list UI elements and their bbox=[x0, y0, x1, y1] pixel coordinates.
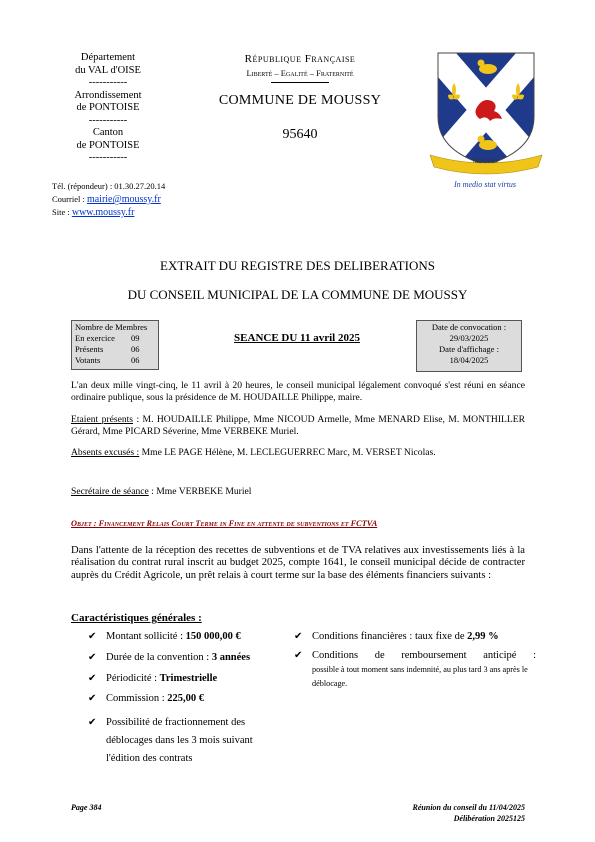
coat-of-arms bbox=[428, 47, 544, 175]
item-value: 2,99 % bbox=[467, 631, 499, 642]
arrondissement-name: de PONTOISE bbox=[76, 102, 140, 113]
list-item bbox=[294, 631, 536, 644]
item-label: Possibilité de fractionnement des déblocages dans les 3 mois suivant l'édition des contrats bbox=[106, 717, 253, 765]
members-box bbox=[71, 320, 159, 370]
presents-label: Etaient présents bbox=[71, 414, 134, 425]
document-subtitle: DU CONSEIL MUNICIPAL DE LA COMMUNE DE MOUSSY bbox=[127, 287, 468, 302]
email-link[interactable]: mairie@moussy.fr bbox=[86, 194, 161, 205]
item-label: Périodicité : bbox=[106, 672, 160, 684]
document-title: EXTRAIT DU REGISTRE DES DELIBERATIONS bbox=[160, 258, 435, 273]
separator: ----------- bbox=[88, 152, 128, 163]
list-item bbox=[88, 631, 278, 644]
department-block bbox=[52, 52, 164, 165]
email-line bbox=[52, 193, 165, 206]
presents-paragraph bbox=[71, 414, 525, 437]
objet-heading: Objet : Financement Relais Court Terme in Fine en attente de subventions et FCTVA bbox=[71, 519, 378, 528]
footer-meeting bbox=[330, 803, 525, 824]
absents-label: Absents excusés : bbox=[71, 447, 140, 458]
department-name: du VAL d'OISE bbox=[75, 64, 141, 76]
secretaire-label: Secrétaire de séance bbox=[71, 486, 149, 497]
footer-deliberation: Délibération 2025125 bbox=[453, 813, 525, 823]
page-number: Page 384 bbox=[71, 803, 102, 812]
email-label: Courriel : bbox=[52, 194, 87, 204]
check-icon: ✔ bbox=[88, 672, 97, 684]
check-icon: ✔ bbox=[294, 631, 303, 642]
check-icon: ✔ bbox=[88, 651, 97, 663]
check-icon: ✔ bbox=[294, 649, 303, 661]
convocation-label: Date de convocation : bbox=[431, 322, 507, 332]
separator: ----------- bbox=[88, 77, 128, 88]
presents-text: : M. HOUDAILLE Philippe, Mme NICOUD Armelle, Mme MENARD Elise, M. MONTHILLER Gérard, Mme PICARD Séverine, Mme VERBEKE Muriel. bbox=[71, 414, 525, 437]
coat-of-arms-icon bbox=[428, 47, 544, 175]
list-item bbox=[294, 650, 536, 691]
list-item bbox=[88, 652, 278, 665]
item-value: 3 années bbox=[211, 651, 251, 663]
list-item bbox=[88, 714, 278, 768]
divider bbox=[271, 82, 329, 83]
members-label: Présents bbox=[75, 344, 104, 354]
item-label: Conditions financières : taux fixe de bbox=[312, 631, 468, 642]
absents-paragraph bbox=[71, 447, 525, 459]
republic-header bbox=[205, 53, 395, 143]
right-list bbox=[294, 631, 536, 699]
dates-box bbox=[416, 320, 522, 372]
motto: In medio stat virtus bbox=[454, 180, 516, 189]
item-label: Commission : bbox=[106, 693, 168, 705]
check-icon: ✔ bbox=[88, 693, 97, 705]
members-row bbox=[75, 355, 155, 366]
intro-paragraph: L'an deux mille vingt-cinq, le 11 avril à 20 heures, le conseil municipal légalement convoqué s'est réuni en séance ordinaire publique, sous la présidence de M. HOUDAILLE Philippe, maire. bbox=[71, 380, 525, 403]
caracteristiques-heading: Caractéristiques générales : bbox=[71, 612, 202, 624]
footer-reunion: Réunion du conseil du 11/04/2025 bbox=[412, 803, 525, 812]
item-label: Montant sollicité : bbox=[106, 631, 186, 642]
check-icon: ✔ bbox=[88, 717, 97, 729]
item-label: Durée de la convention : bbox=[106, 651, 212, 663]
members-row bbox=[75, 333, 155, 344]
list-item bbox=[88, 673, 278, 686]
postal-code: 95640 bbox=[282, 127, 318, 142]
affichage-date: 18/04/2025 bbox=[449, 355, 489, 365]
commune-name: COMMUNE DE MOUSSY bbox=[218, 93, 382, 108]
item-value: 225,00 € bbox=[167, 693, 205, 705]
separator: ----------- bbox=[88, 114, 128, 126]
affichage-label: Date d'affichage : bbox=[439, 344, 499, 354]
republique-title: République Française bbox=[244, 53, 356, 65]
item-value: Trimestrielle bbox=[159, 672, 218, 684]
members-value: 06 bbox=[131, 344, 140, 354]
members-value: 09 bbox=[131, 333, 140, 343]
contact-block bbox=[52, 180, 165, 219]
secretaire-paragraph bbox=[71, 486, 525, 498]
decision-paragraph: Dans l'attente de la réception des recettes de subventions et de TVA relatives aux investissements liés à la réalisation du contrat rural inscrit au budget 2025, compte 1641, le conseil municipal décide de contracter auprès du Crédit Agricole, un prêt relais à court terme sur la base des éléments financiers suivants : bbox=[71, 545, 525, 581]
absents-text: Mme LE PAGE Hélène, M. LECLEGUERREC Marc, M. VERSET Nicolas. bbox=[139, 447, 436, 458]
canton-line: Canton bbox=[92, 127, 124, 138]
members-label: En exercice bbox=[75, 333, 115, 343]
list-item bbox=[88, 693, 278, 706]
members-row bbox=[75, 344, 155, 355]
members-label: Votants bbox=[75, 355, 101, 365]
secretaire-text: : Mme VERBEKE Muriel bbox=[148, 486, 252, 497]
item-note: possible à tout moment sans indemnité, au plus tard 3 ans après le déblocage. bbox=[312, 664, 528, 688]
crest-banner-label: MOUSSY bbox=[472, 159, 499, 165]
canton-name: de PONTOISE bbox=[76, 139, 140, 151]
item-value: 150 000,00 € bbox=[185, 631, 241, 642]
website-label: Site : bbox=[52, 207, 72, 217]
seance-date: SEANCE DU 11 avril 2025 bbox=[234, 332, 360, 344]
item-label: Conditions de remboursement anticipé : bbox=[312, 649, 536, 661]
members-value: 06 bbox=[131, 355, 140, 365]
telephone: Tél. (répondeur) : 01.30.27.20.14 bbox=[52, 181, 166, 191]
left-list bbox=[88, 631, 278, 776]
check-icon: ✔ bbox=[88, 631, 97, 642]
department-line: Département bbox=[80, 52, 136, 63]
website-line bbox=[52, 206, 165, 219]
devise: Liberté – Egalité – Fraternité bbox=[246, 68, 354, 78]
website-link[interactable]: www.moussy.fr bbox=[71, 207, 135, 218]
convocation-date: 29/03/2025 bbox=[449, 333, 489, 343]
arrondissement-line: Arrondissement bbox=[74, 89, 142, 101]
members-heading: Nombre de Membres bbox=[75, 322, 148, 332]
